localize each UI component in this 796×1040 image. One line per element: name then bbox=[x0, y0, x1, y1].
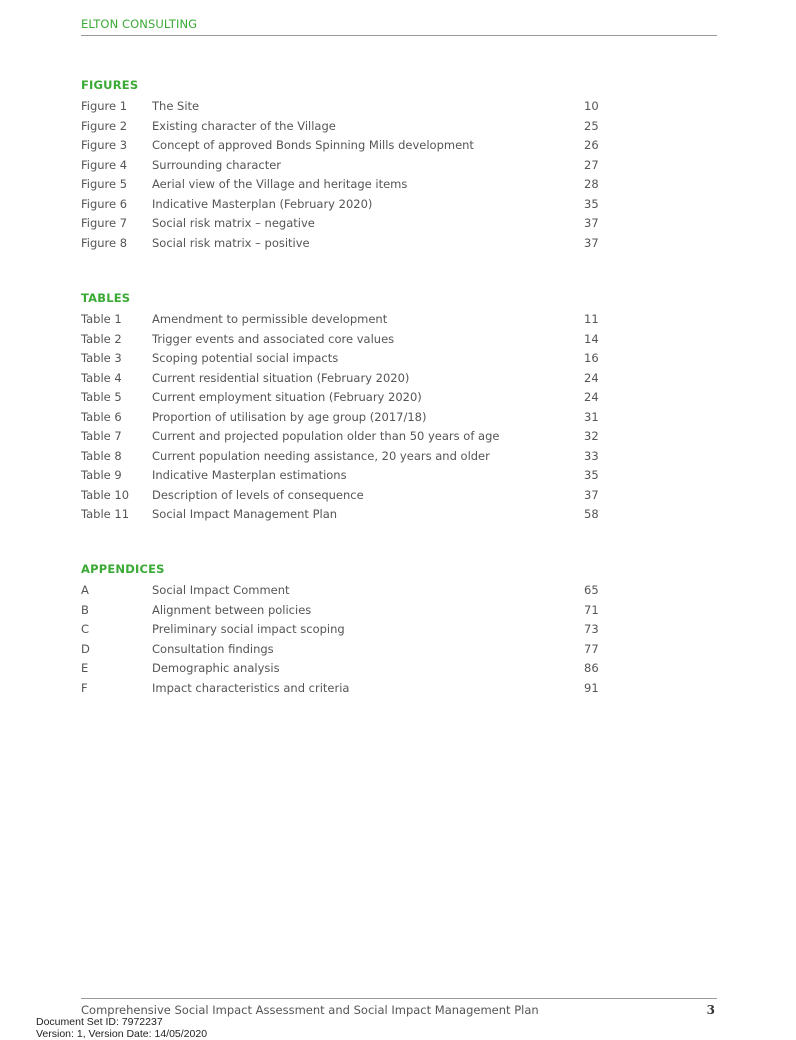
list-item-label: C bbox=[81, 622, 90, 636]
list-item-label: Table 7 bbox=[81, 429, 122, 443]
list-item-page: 26 bbox=[584, 138, 599, 152]
list-item-label: A bbox=[81, 583, 89, 597]
appendices-section bbox=[81, 562, 621, 700]
list-item-desc: Aerial view of the Village and heritage items bbox=[152, 177, 408, 191]
document-info bbox=[36, 1016, 207, 1040]
list-item-label: Table 9 bbox=[81, 468, 122, 482]
list-item-desc: Current residential situation (February 2020) bbox=[152, 370, 410, 385]
list-item-desc: Current employment situation (February 2020) bbox=[152, 390, 422, 404]
list-item-label: D bbox=[81, 641, 90, 656]
list-item-label: Table 6 bbox=[81, 409, 122, 424]
list-item-desc: Indicative Masterplan (February 2020) bbox=[152, 196, 373, 211]
list-item-label: Table 3 bbox=[81, 351, 122, 365]
list-item-label: Table 1 bbox=[81, 312, 122, 326]
list-item-label: Figure 3 bbox=[81, 138, 128, 152]
list-item-desc: Trigger events and associated core values bbox=[152, 331, 395, 346]
list-item bbox=[81, 138, 621, 158]
list-item-page: 33 bbox=[584, 448, 599, 463]
list-item bbox=[81, 390, 621, 410]
list-item-label: Figure 6 bbox=[81, 196, 128, 211]
list-item bbox=[81, 312, 621, 332]
list-item-desc: Surrounding character bbox=[152, 157, 282, 172]
list-item bbox=[81, 99, 621, 119]
list-item-page: 91 bbox=[584, 680, 599, 695]
list-item-page: 28 bbox=[584, 177, 599, 191]
list-item-page: 27 bbox=[584, 157, 599, 172]
document-set-id: Document Set ID: 7972237 bbox=[36, 1016, 163, 1028]
list-item-desc: Current and projected population older than 50 years of age bbox=[152, 429, 500, 443]
list-item-page: 35 bbox=[584, 196, 599, 211]
list-item-page: 11 bbox=[584, 312, 599, 326]
list-item bbox=[81, 583, 621, 603]
list-item bbox=[81, 603, 621, 623]
list-item bbox=[81, 642, 621, 662]
list-item-desc: Scoping potential social impacts bbox=[152, 351, 339, 365]
list-item-page: 24 bbox=[584, 370, 599, 385]
list-item-page: 73 bbox=[584, 622, 599, 636]
list-item-desc: Demographic analysis bbox=[152, 661, 280, 675]
list-item bbox=[81, 119, 621, 139]
list-item bbox=[81, 507, 621, 527]
list-item-label: Figure 4 bbox=[81, 157, 128, 172]
figures-heading: FIGURES bbox=[81, 78, 139, 92]
list-item bbox=[81, 351, 621, 371]
list-item-page: 32 bbox=[584, 429, 599, 443]
list-item bbox=[81, 236, 621, 256]
list-item-desc: Impact characteristics and criteria bbox=[152, 680, 350, 695]
list-item-label: Table 11 bbox=[81, 507, 130, 521]
tables-section bbox=[81, 291, 621, 527]
list-item-label: Figure 2 bbox=[81, 118, 128, 133]
list-item-desc: Indicative Masterplan estimations bbox=[152, 468, 347, 482]
list-item-page: 25 bbox=[584, 118, 599, 133]
page-header bbox=[81, 17, 717, 36]
list-item-page: 86 bbox=[584, 661, 599, 675]
list-item-desc: Social Impact Management Plan bbox=[152, 507, 338, 521]
list-item-desc: Alignment between policies bbox=[152, 602, 312, 617]
document-version: Version: 1, Version Date: 14/05/2020 bbox=[36, 1028, 208, 1040]
list-item-desc: Current population needing assistance, 20 years and older bbox=[152, 448, 490, 463]
list-item-label: B bbox=[81, 602, 89, 617]
list-item bbox=[81, 371, 621, 391]
list-item bbox=[81, 622, 621, 642]
list-item-page: 71 bbox=[584, 602, 599, 617]
list-item-page: 37 bbox=[584, 235, 599, 250]
company-name: ELTON CONSULTING bbox=[81, 17, 198, 31]
list-item-desc: Proportion of utilisation by age group (2017/18) bbox=[152, 409, 427, 424]
list-item-desc: Social Impact Comment bbox=[152, 583, 290, 597]
list-item-page: 37 bbox=[584, 487, 599, 502]
appendices-heading: APPENDICES bbox=[81, 562, 165, 576]
list-item-page: 31 bbox=[584, 409, 599, 424]
list-item-page: 58 bbox=[584, 507, 599, 521]
list-item-label: Figure 7 bbox=[81, 216, 128, 230]
list-item bbox=[81, 197, 621, 217]
list-item-label: E bbox=[81, 661, 89, 675]
tables-list bbox=[81, 312, 621, 527]
list-item bbox=[81, 661, 621, 681]
list-item bbox=[81, 488, 621, 508]
list-item-desc: Concept of approved Bonds Spinning Mills development bbox=[152, 138, 474, 152]
list-item-label: F bbox=[81, 680, 88, 695]
list-item-page: 24 bbox=[584, 390, 599, 404]
list-item bbox=[81, 177, 621, 197]
list-item-label: Table 4 bbox=[81, 370, 122, 385]
list-item-label: Table 2 bbox=[81, 331, 122, 346]
list-item bbox=[81, 449, 621, 469]
list-item-label: Figure 1 bbox=[81, 99, 128, 113]
list-item bbox=[81, 332, 621, 352]
list-item-page: 10 bbox=[584, 99, 599, 113]
list-item-label: Figure 5 bbox=[81, 177, 128, 191]
list-item bbox=[81, 410, 621, 430]
list-item-page: 16 bbox=[584, 351, 599, 365]
list-item bbox=[81, 216, 621, 236]
footer-page-number: 3 bbox=[706, 1003, 715, 1017]
list-item-desc: Description of levels of consequence bbox=[152, 487, 364, 502]
list-item bbox=[81, 468, 621, 488]
list-item-page: 37 bbox=[584, 216, 599, 230]
list-item bbox=[81, 158, 621, 178]
list-item-page: 77 bbox=[584, 641, 599, 656]
list-item-label: Table 10 bbox=[81, 487, 130, 502]
list-item-desc: Preliminary social impact scoping bbox=[152, 622, 345, 636]
list-item-label: Table 5 bbox=[81, 390, 122, 404]
list-item-page: 14 bbox=[584, 331, 599, 346]
list-item-page: 35 bbox=[584, 468, 599, 482]
footer-document-title: Comprehensive Social Impact Assessment and Social Impact Management Plan bbox=[81, 1003, 539, 1017]
figures-section bbox=[81, 78, 621, 255]
list-item-desc: Consultation findings bbox=[152, 641, 274, 656]
list-item bbox=[81, 681, 621, 701]
tables-heading: TABLES bbox=[81, 291, 131, 305]
list-item-desc: Existing character of the Village bbox=[152, 118, 336, 133]
appendices-list bbox=[81, 583, 621, 700]
list-item-label: Figure 8 bbox=[81, 235, 128, 250]
figures-list bbox=[81, 99, 621, 255]
list-item-page: 65 bbox=[584, 583, 599, 597]
list-item-label: Table 8 bbox=[81, 448, 122, 463]
list-item-desc: Social risk matrix – positive bbox=[152, 235, 310, 250]
list-item bbox=[81, 429, 621, 449]
list-item-desc: Amendment to permissible development bbox=[152, 312, 388, 326]
list-item-desc: Social risk matrix – negative bbox=[152, 216, 315, 230]
list-item-desc: The Site bbox=[152, 99, 200, 113]
